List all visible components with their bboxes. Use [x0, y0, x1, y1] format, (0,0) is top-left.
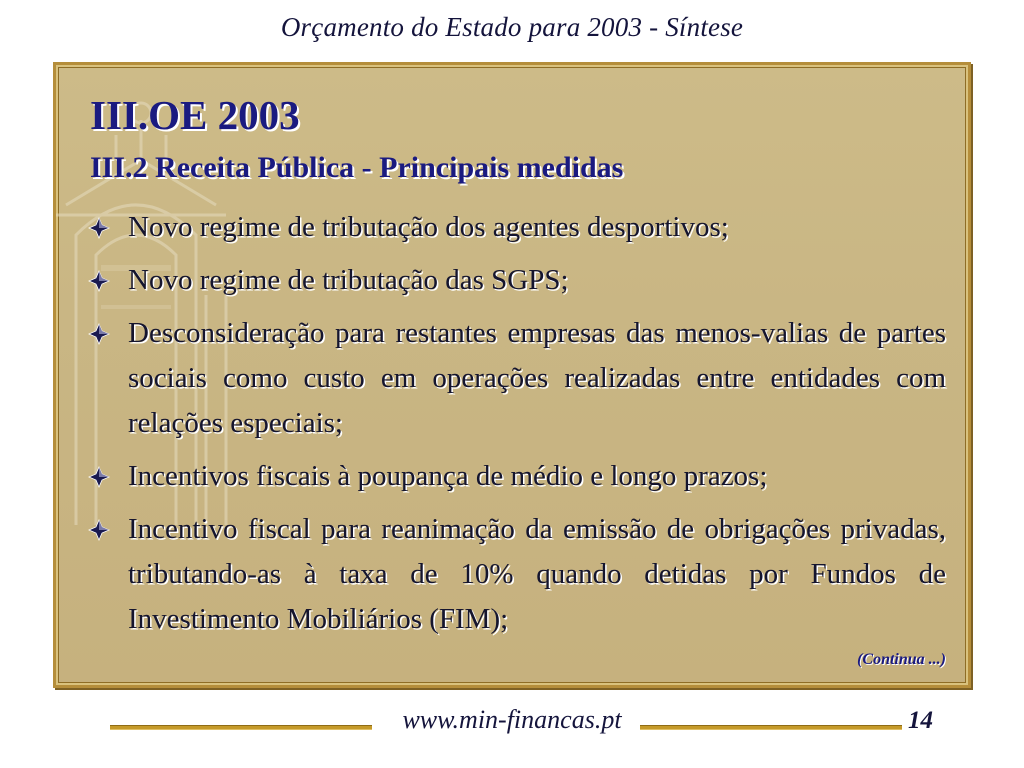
bullet-text: Novo regime de tributação dos agentes desportivos;	[128, 211, 729, 243]
bullet-text: Novo regime de tributação das SGPS;	[128, 264, 569, 296]
footer-rule-left	[110, 725, 372, 730]
continuation-note: (Continua ...)	[857, 651, 946, 668]
footer-url: www.min-financas.pt	[402, 705, 622, 734]
bullet-text: Incentivo fiscal para reanimação da emissão de obrigações privadas, tributando-as à taxa de 10% quando detidas por Fundos de Investimento Mobiliários (FIM);	[128, 513, 946, 635]
content-panel	[53, 62, 971, 688]
four-point-star-icon	[88, 519, 110, 541]
bullet-text: Incentivos fiscais à poupança de médio e longo prazos;	[128, 460, 768, 492]
page-number: 14	[908, 707, 933, 734]
bullet-item	[86, 311, 946, 446]
four-point-star-icon	[88, 270, 110, 292]
section-heading: III.OE 2003	[90, 92, 300, 138]
bullet-list	[86, 205, 946, 650]
section-subheading: III.2 Receita Pública - Principais medidas	[90, 151, 624, 184]
four-point-star-icon	[88, 466, 110, 488]
four-point-star-icon	[88, 323, 110, 345]
four-point-star-icon	[88, 217, 110, 239]
bullet-text: Desconsideração para restantes empresas das menos-valias de partes sociais como custo em operações realizadas entre entidades com relações especiais;	[128, 317, 946, 439]
footer-rule-right	[640, 725, 902, 730]
bullet-item	[86, 258, 946, 303]
slide-title: Orçamento do Estado para 2003 - Síntese	[280, 12, 744, 42]
bullet-item	[86, 454, 946, 499]
bullet-item	[86, 507, 946, 642]
bullet-item	[86, 205, 946, 250]
